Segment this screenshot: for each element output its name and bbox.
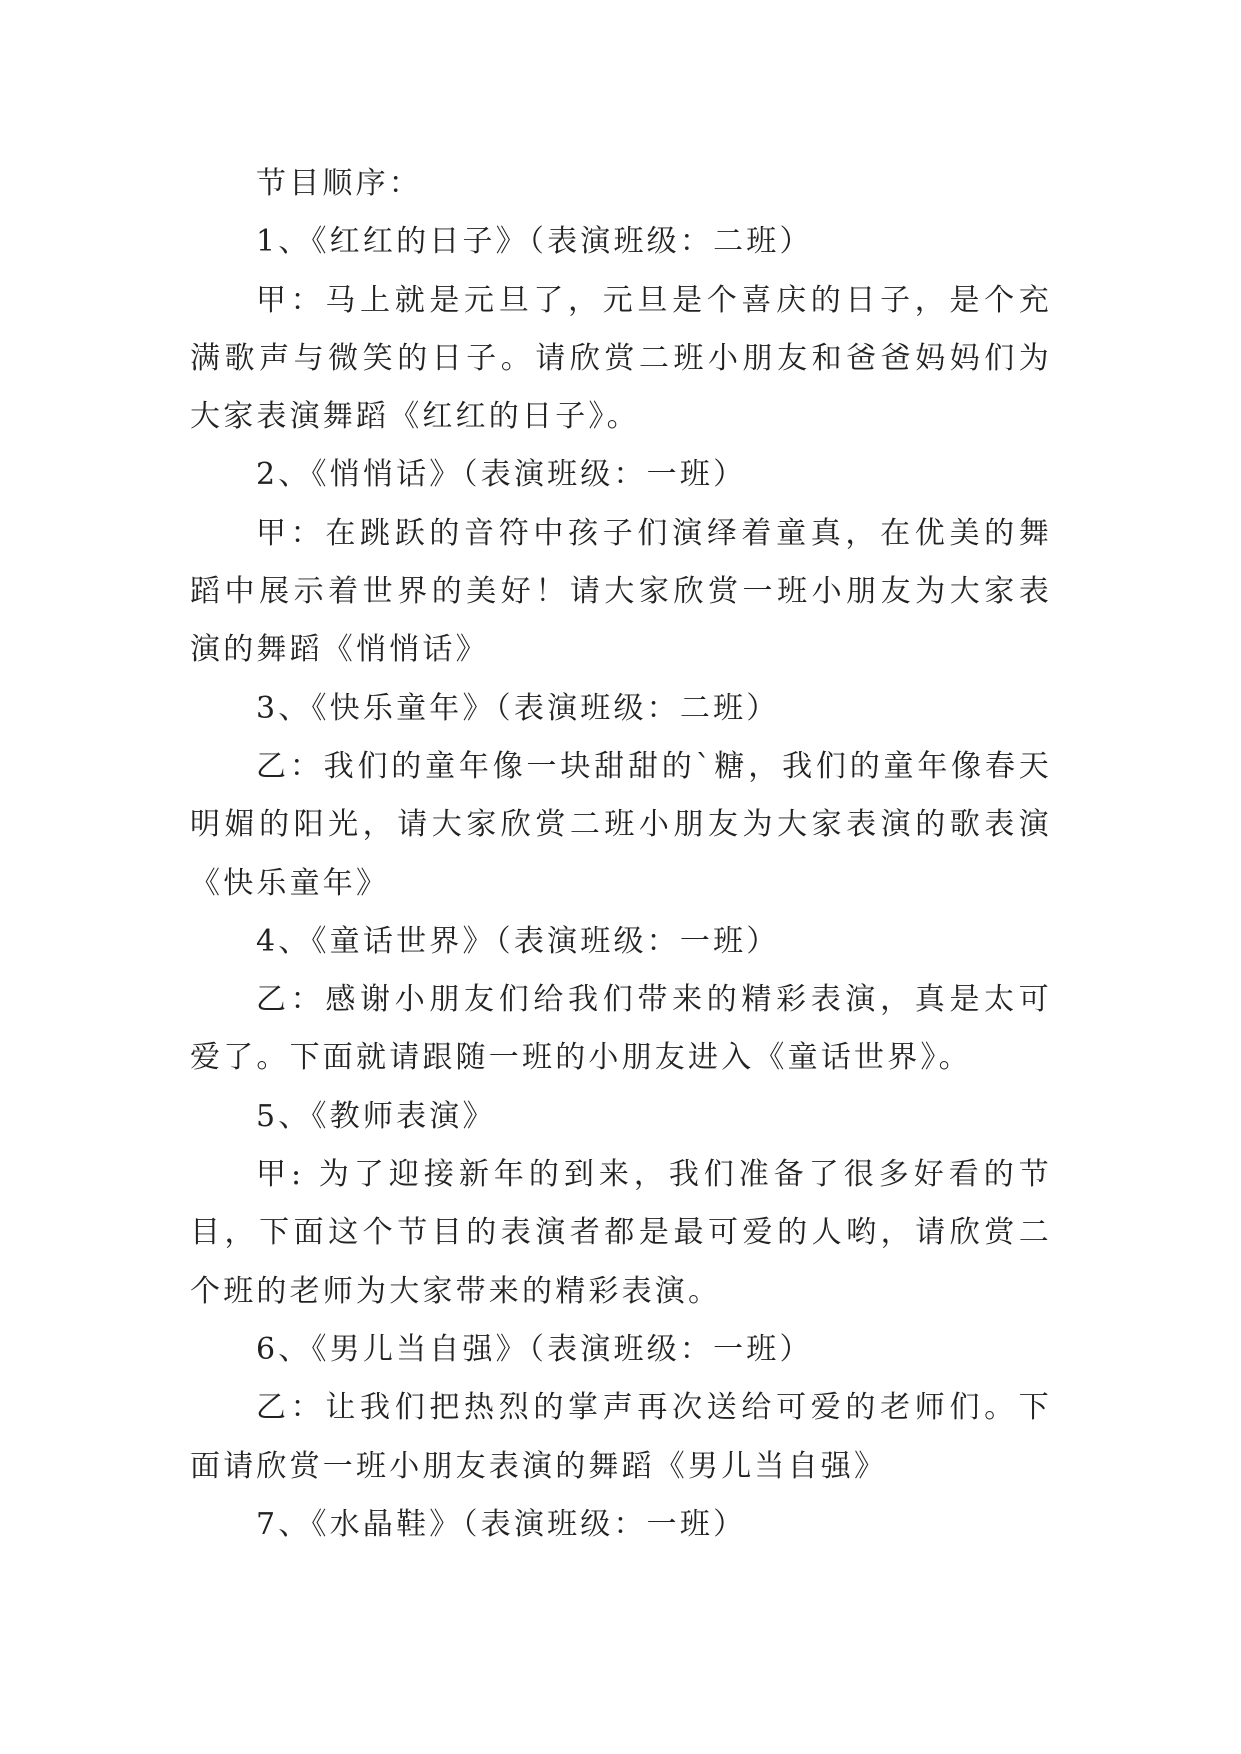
- program-item-6-script: 乙：让我们把热烈的掌声再次送给可爱的老师们。下面请欣赏一班小朋友表演的舞蹈《男儿当自强》: [190, 1390, 1052, 1484]
- program-item-1-script: 甲：马上就是元旦了，元旦是个喜庆的日子，是个充满歌声与微笑的日子。请欣赏二班小朋友和爸爸妈妈们为大家表演舞蹈《红红的日子》。: [190, 282, 1052, 435]
- program-item-3-script: 乙：我们的童年像一块甜甜的`糖，我们的童年像春天明媚的阳光，请大家欣赏二班小朋友为大家表演的歌表演《快乐童年》: [190, 748, 1052, 901]
- program-item-4-script: 乙：感谢小朋友们给我们带来的精彩表演，真是太可爱了。下面就请跟随一班的小朋友进入《童话世界》。: [190, 982, 1052, 1076]
- program-order-heading: 节目顺序：: [256, 166, 422, 201]
- program-item-4-title: 4、《童话世界》（表演班级：一班）: [256, 923, 780, 959]
- program-item-2-title: 2、《悄悄话》（表演班级：一班）: [256, 457, 747, 493]
- program-item-2-script: 甲：在跳跃的音符中孩子们演绎着童真，在优美的舞蹈中展示着世界的美好！请大家欣赏一班小朋友为大家表演的舞蹈《悄悄话》: [190, 515, 1052, 668]
- program-item-7-title: 7、《水晶鞋》（表演班级：一班）: [256, 1506, 747, 1542]
- document-body: [190, 155, 1052, 1554]
- program-item-5-script: 甲: 为了迎接新年的到来，我们准备了很多好看的节目，下面这个节目的表演者都是最可爱的人哟，请欣赏二个班的老师为大家带来的精彩表演。: [190, 1157, 1052, 1309]
- program-item-5-title: 5、《教师表演》: [256, 1098, 496, 1134]
- program-item-6-title: 6、《男儿当自强》（表演班级：一班）: [256, 1331, 813, 1367]
- program-item-3-title: 3、《快乐童年》（表演班级：二班）: [256, 690, 780, 726]
- program-item-1-title: 1、《红红的日子》（表演班级：二班）: [256, 224, 813, 260]
